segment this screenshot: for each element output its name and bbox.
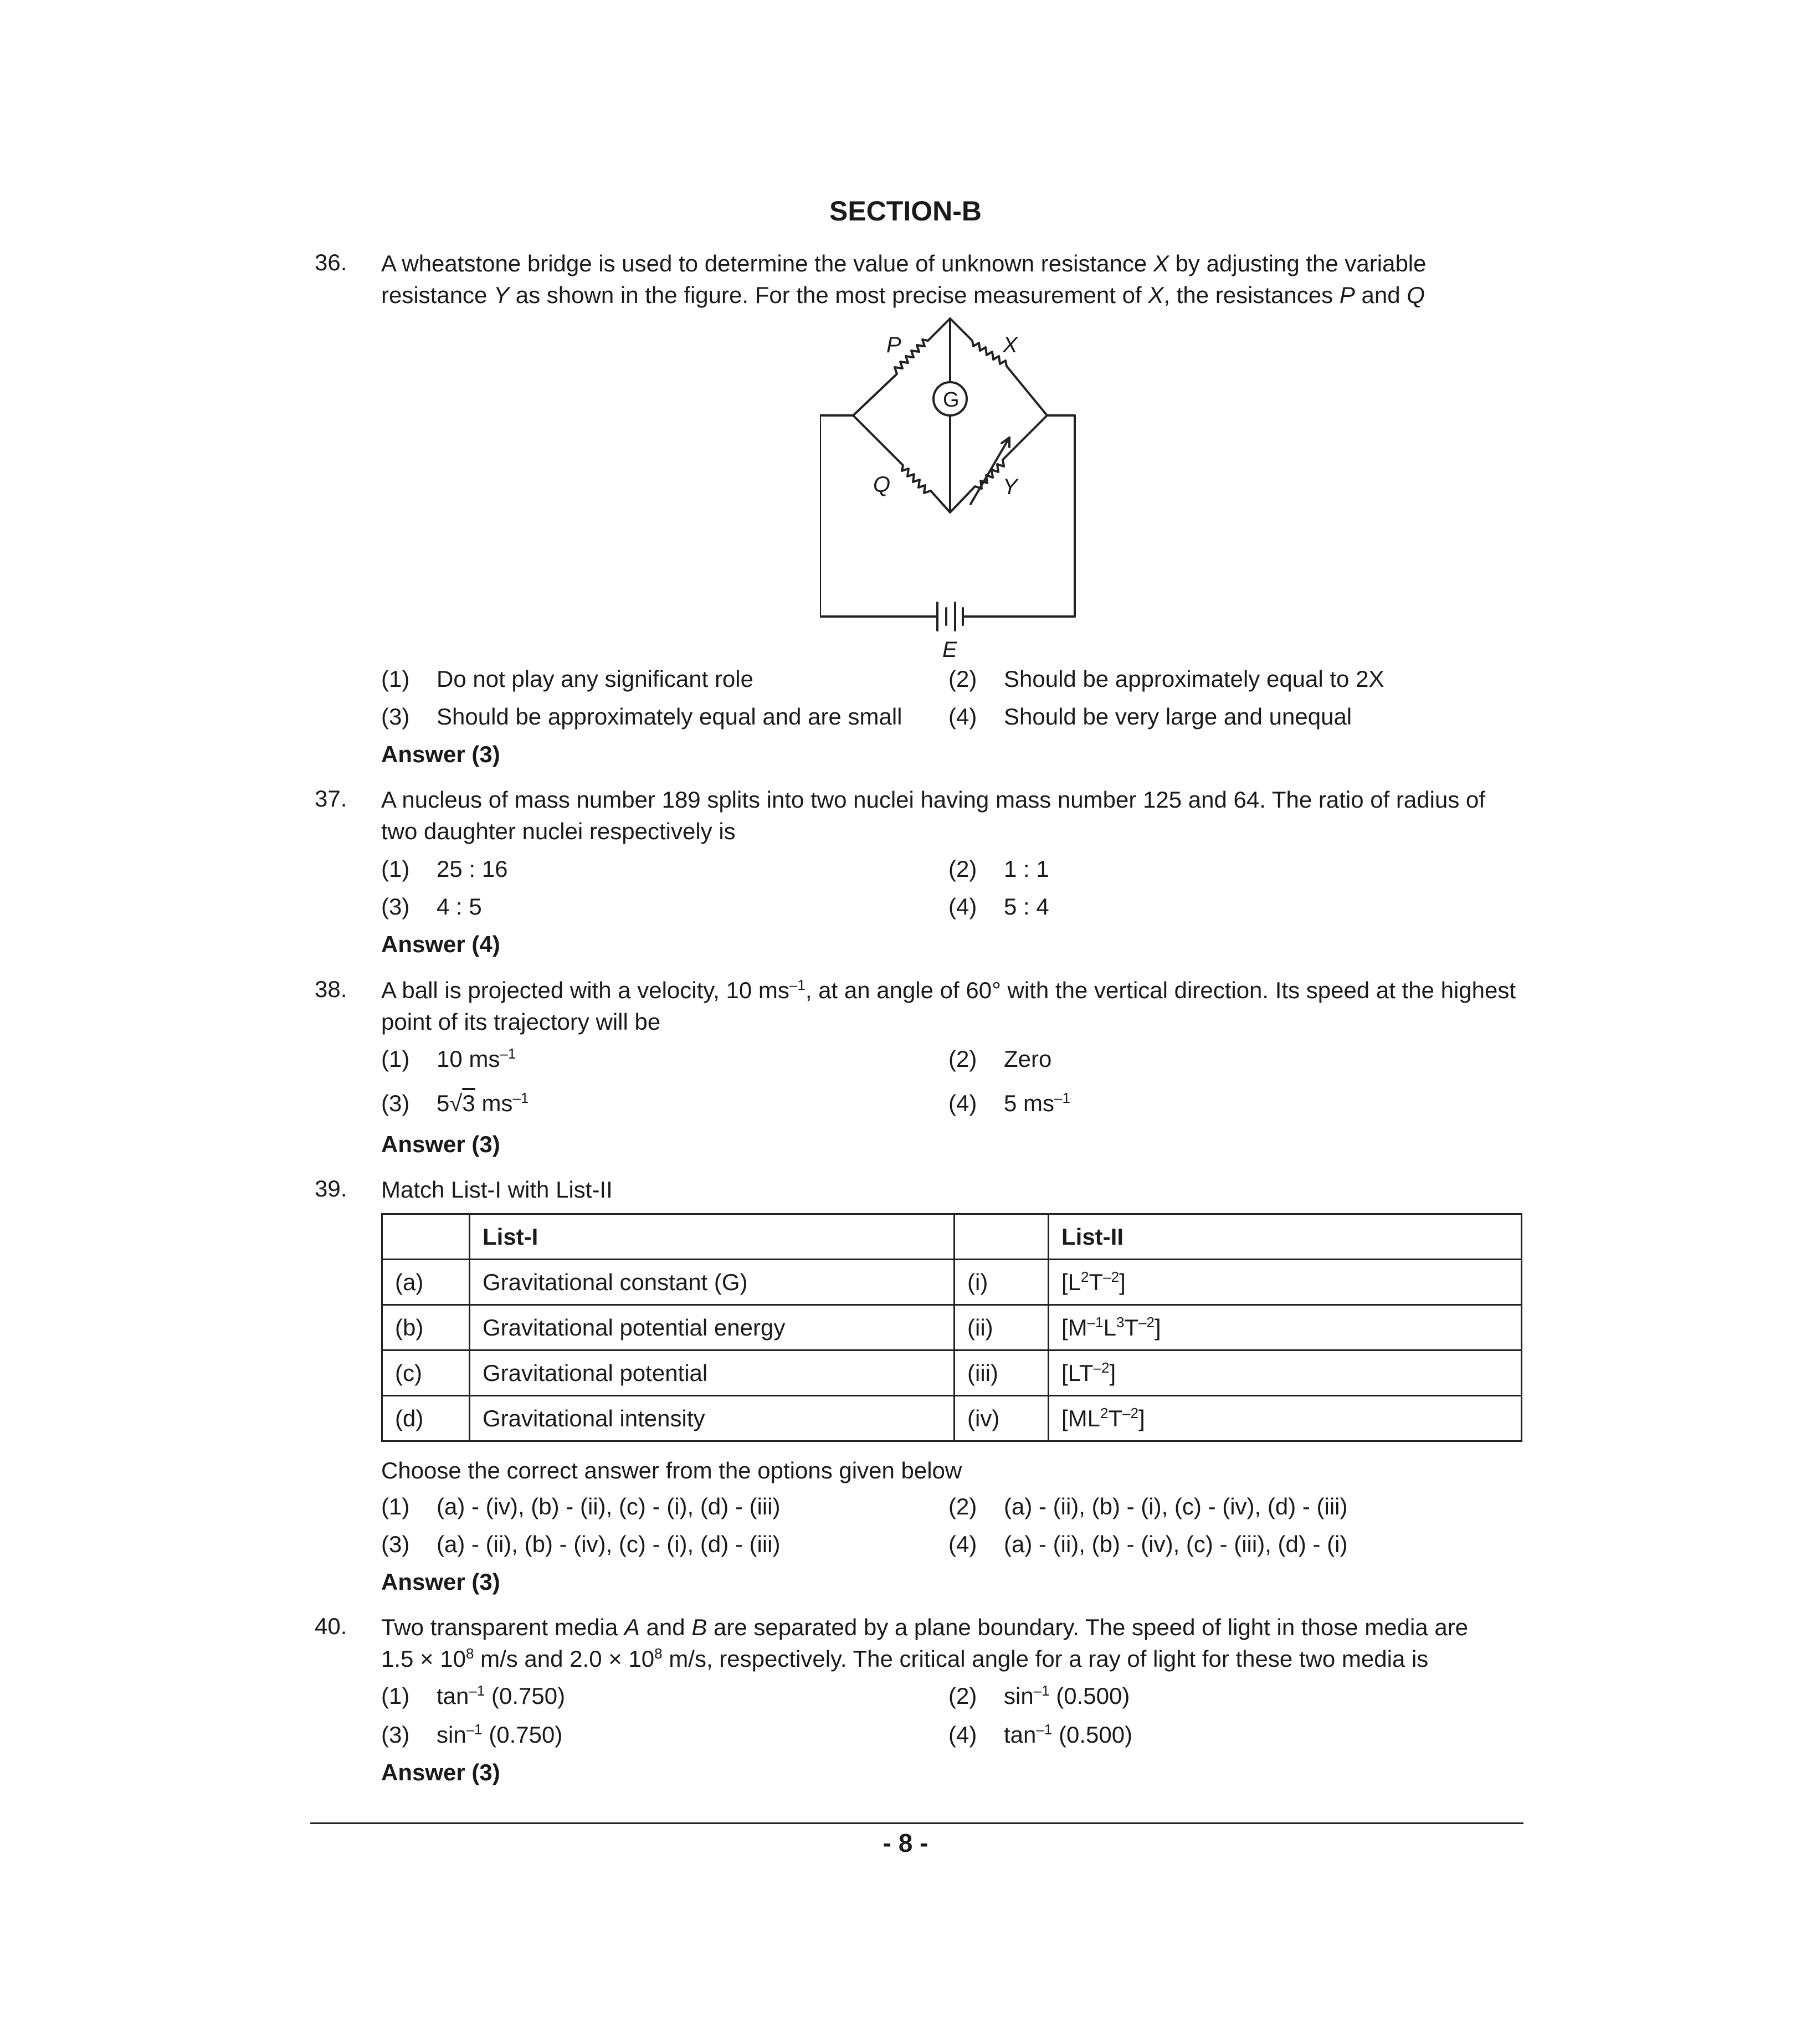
resistor-y (950, 415, 1047, 512)
question-number: 38. (315, 976, 347, 1002)
instruction-text: Choose the correct answer from the options given below (381, 1457, 962, 1483)
option[interactable]: (1) (a) - (iv), (b) - (ii), (c) - (i), (d) - (iii) (381, 1493, 781, 1519)
dimension-cell: $[LT^{-2}]$ (1049, 1350, 1522, 1396)
section-title: SECTION-B (829, 196, 982, 227)
label-x: X (1003, 333, 1018, 357)
option[interactable]: (3) (a) - (ii), (b) - (iv), (c) - (i), (d) - (iii) (381, 1531, 781, 1557)
question-number: 39. (315, 1175, 347, 1201)
dimension-cell: $[ML^2T^{-2}]$ (1049, 1396, 1522, 1441)
option[interactable]: (1) Do not play any significant role (381, 666, 753, 692)
option[interactable]: (4) 5 $ms^{-1}$ (948, 1090, 1070, 1116)
option[interactable]: (1) 10 $ms^{-1}$ (381, 1045, 516, 1072)
question-number: 40. (315, 1613, 347, 1639)
wheatstone-bridge-diagram (820, 310, 1097, 665)
option[interactable]: (3) Should be approximately equal and are small (381, 703, 902, 730)
option[interactable]: (4) $\tan^{-1} (0.500)$ (948, 1721, 1133, 1748)
label-q: Q (873, 473, 891, 497)
match-table (381, 1213, 1522, 1442)
option[interactable]: (3) 5√3 $ms^{-1}$ (381, 1090, 529, 1116)
option[interactable]: (4) 5 : 4 (948, 893, 1049, 920)
option[interactable]: (1) 25 : 16 (381, 856, 508, 882)
dimension-cell: $[M^{-1}L^3T^{-2}]$ (1049, 1305, 1522, 1350)
answer: Answer (3) (381, 741, 500, 767)
label-e: E (942, 638, 957, 662)
answer: Answer (4) (381, 931, 500, 957)
table-header: List-I (470, 1214, 955, 1260)
table-header: List-II (1049, 1214, 1522, 1260)
question-text: Match List-I with List-II (381, 1177, 613, 1203)
question-number: 36. (315, 249, 347, 275)
option[interactable]: (2) Zero (948, 1046, 1052, 1072)
option[interactable]: (3) $\sin^{-1} (0.750)$ (381, 1721, 563, 1748)
page-number: - 8 - (883, 1829, 928, 1857)
footer-divider (310, 1822, 1523, 1824)
question-text: A wheatstone bridge is used to determine the value of unknown resistance X by adjusting the variable resistance Y as shown in the figure. For the most precise measurement of X, the resistances P and Q (381, 250, 1427, 308)
label-g: G (943, 388, 960, 412)
table-row: (d) Gravitational intensity (iv) $[ML^2T^{-2}]$ (382, 1396, 1522, 1441)
question-number: 37. (315, 785, 347, 812)
option[interactable]: (3) 4 : 5 (381, 893, 482, 920)
option[interactable]: (4) (a) - (ii), (b) - (iv), (c) - (iii), (d) - (i) (948, 1531, 1348, 1557)
option[interactable]: (4) Should be very large and unequal (948, 703, 1352, 730)
resistor-p (853, 319, 950, 415)
question-text: A ball is projected with a velocity, 10 $ms^{-1}$, at an angle of 60° with the vertical direction. Its speed at the highest point of its trajectory will be (381, 977, 1516, 1035)
option[interactable]: (2) $\sin^{-1} (0.500)$ (948, 1682, 1130, 1709)
label-p: P (886, 333, 901, 357)
question-text: A nucleus of mass number 189 splits into two nuclei having mass number 125 and 64. The ratio of radius of two daughter nuclei respectively is (381, 787, 1486, 844)
answer: Answer (3) (381, 1569, 500, 1595)
dimension-cell: $[L^2T^{-2}]$ (1049, 1260, 1522, 1305)
table-header-row (382, 1214, 1522, 1260)
option[interactable]: (1) $\tan^{-1} (0.750)$ (381, 1682, 566, 1709)
table-row: (a) Gravitational constant (G) (i) $[L^2T^{-2}]$ (382, 1260, 1522, 1305)
question-text: Two transparent media A and B are separated by a plane boundary. The speed of light in those media are $1.5 \times 10^8$ m/s and $2.0 \times 10^8$ m/s, respectively. The critical angle for a ray of light for these two media is (381, 1614, 1469, 1672)
resistor-q (853, 415, 950, 512)
option[interactable]: (2) (a) - (ii), (b) - (i), (c) - (iv), (d) - (iii) (948, 1493, 1348, 1519)
option[interactable]: (2) Should be approximately equal to 2X (948, 666, 1384, 692)
resistor-x (950, 319, 1047, 415)
label-y: Y (1003, 475, 1018, 499)
option[interactable]: (2) 1 : 1 (948, 856, 1049, 882)
answer: Answer (3) (381, 1759, 500, 1785)
table-row: (c) Gravitational potential (iii) $[LT^{-2}]$ (382, 1350, 1522, 1396)
table-row: (b) Gravitational potential energy (ii) $[M^{-1}L^3T^{-2}]$ (382, 1305, 1522, 1350)
answer: Answer (3) (381, 1131, 500, 1157)
